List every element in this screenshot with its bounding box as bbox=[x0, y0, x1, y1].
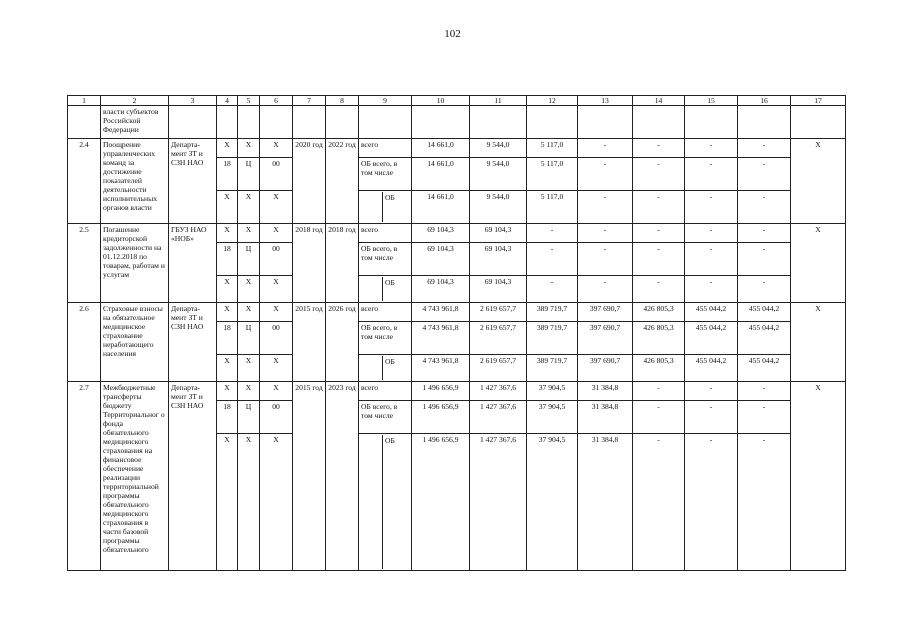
continuation-row bbox=[68, 106, 846, 139]
code-cell: X bbox=[217, 303, 238, 322]
funding-source: ОБ всего, в том числе bbox=[359, 243, 412, 276]
funding-source-split bbox=[361, 277, 409, 301]
amount-cell: - bbox=[685, 224, 738, 243]
source-label: ОБ bbox=[385, 436, 395, 445]
code-cell: 00 bbox=[260, 401, 293, 434]
amount-cell: - bbox=[633, 243, 685, 276]
empty-cell bbox=[527, 106, 578, 139]
source-indent bbox=[361, 356, 383, 380]
amount-cell: 1 427 367,6 bbox=[470, 401, 527, 434]
funding-source: всего bbox=[359, 382, 412, 401]
source-indent bbox=[361, 277, 383, 301]
amount-cell: - bbox=[578, 191, 633, 224]
amount-cell: 31 384,8 bbox=[578, 382, 633, 401]
code-cell: X bbox=[238, 382, 260, 401]
amount-cell: 37 904,5 bbox=[527, 401, 578, 434]
amount-cell: - bbox=[578, 158, 633, 191]
executor: Департа-мент ЗТ и СЗН НАО bbox=[169, 139, 217, 224]
amount-cell: - bbox=[685, 276, 738, 303]
code-cell: X bbox=[217, 355, 238, 382]
budget-table bbox=[67, 95, 846, 571]
column-header: 11 bbox=[470, 96, 527, 106]
empty-cell bbox=[578, 106, 633, 139]
code-cell: X bbox=[260, 303, 293, 322]
amount-cell: - bbox=[738, 191, 791, 224]
code-cell: X bbox=[260, 224, 293, 243]
column-header: 6 bbox=[260, 96, 293, 106]
activity-name: Погашение кредиторской задолженности на 01.12.2018 по товарам, работам и услугам bbox=[101, 224, 169, 303]
amount-cell: 69 104,3 bbox=[470, 243, 527, 276]
funding-source: всего bbox=[359, 303, 412, 322]
funding-source: ОБ всего, в том числе bbox=[359, 158, 412, 191]
column-17-value: X bbox=[791, 382, 846, 571]
column-header: 14 bbox=[633, 96, 685, 106]
amount-cell: 426 805,3 bbox=[633, 355, 685, 382]
empty-cell bbox=[238, 106, 260, 139]
column-header: 5 bbox=[238, 96, 260, 106]
amount-cell: - bbox=[685, 382, 738, 401]
empty-cell bbox=[738, 106, 791, 139]
executor: Департа-мент ЗТ и СЗН НАО bbox=[169, 303, 217, 382]
empty-cell bbox=[169, 106, 217, 139]
code-cell: 00 bbox=[260, 158, 293, 191]
executor: Департа-мент ЗТ и СЗН НАО bbox=[169, 382, 217, 571]
amount-cell: - bbox=[738, 276, 791, 303]
code-cell: Ц bbox=[238, 322, 260, 355]
code-cell: 18 bbox=[217, 322, 238, 355]
column-17-value: X bbox=[791, 139, 846, 224]
amount-cell: 37 904,5 bbox=[527, 382, 578, 401]
end-year: 2023 год bbox=[326, 382, 359, 571]
column-header: 9 bbox=[359, 96, 412, 106]
activity-name: Межбюджетные трансферты бюджету Территориальног о фонда обязательного медицинского страхования на финансовое обеспечение реализации территориальной программы обязательного медицинского страхования в части базовой программы обязательного bbox=[101, 382, 169, 571]
table-row bbox=[68, 139, 846, 158]
code-cell: 00 bbox=[260, 243, 293, 276]
column-header: 8 bbox=[326, 96, 359, 106]
activity-name: Поощрение управленческих команд за достижение показателей деятельности исполнительных органов власти bbox=[101, 139, 169, 224]
start-year: 2015 год bbox=[293, 303, 326, 382]
code-cell: X bbox=[238, 191, 260, 224]
column-17-value: X bbox=[791, 303, 846, 382]
column-header: 2 bbox=[101, 96, 169, 106]
amount-cell: 9 544,0 bbox=[470, 139, 527, 158]
column-header: 4 bbox=[217, 96, 238, 106]
amount-cell: 9 544,0 bbox=[470, 191, 527, 224]
code-cell: X bbox=[238, 355, 260, 382]
amount-cell: 69 104,3 bbox=[412, 224, 470, 243]
page-number: 102 bbox=[444, 28, 461, 40]
amount-cell: 14 661,0 bbox=[412, 191, 470, 224]
code-cell: X bbox=[260, 139, 293, 158]
amount-cell: 2 619 657,7 bbox=[470, 322, 527, 355]
code-cell: Ц bbox=[238, 158, 260, 191]
amount-cell: 397 690,7 bbox=[578, 355, 633, 382]
amount-cell: 5 117,0 bbox=[527, 191, 578, 224]
empty-cell bbox=[359, 106, 412, 139]
amount-cell: - bbox=[578, 139, 633, 158]
amount-cell: - bbox=[633, 434, 685, 571]
start-year: 2020 год bbox=[293, 139, 326, 224]
amount-cell: 455 044,2 bbox=[685, 355, 738, 382]
amount-cell: 426 805,3 bbox=[633, 322, 685, 355]
code-cell: 18 bbox=[217, 401, 238, 434]
funding-source: всего bbox=[359, 224, 412, 243]
source-label: ОБ bbox=[385, 278, 395, 287]
code-cell: X bbox=[260, 191, 293, 224]
code-cell: 00 bbox=[260, 322, 293, 355]
empty-cell bbox=[68, 106, 101, 139]
amount-cell: - bbox=[738, 382, 791, 401]
continuation-text: власти субъектов Российской Федерации bbox=[101, 106, 169, 139]
amount-cell: 9 544,0 bbox=[470, 158, 527, 191]
end-year: 2018 год bbox=[326, 224, 359, 303]
funding-source: ОБ всего, в том числе bbox=[359, 322, 412, 355]
amount-cell: - bbox=[578, 243, 633, 276]
source-label: ОБ bbox=[385, 357, 395, 366]
funding-source bbox=[359, 434, 412, 571]
table-row bbox=[68, 382, 846, 401]
amount-cell: 455 044,2 bbox=[738, 355, 791, 382]
table-row bbox=[68, 224, 846, 243]
code-cell: X bbox=[238, 434, 260, 571]
source-indent bbox=[361, 435, 383, 569]
amount-cell: 5 117,0 bbox=[527, 139, 578, 158]
amount-cell: 69 104,3 bbox=[470, 224, 527, 243]
amount-cell: 426 805,3 bbox=[633, 303, 685, 322]
funding-source: всего bbox=[359, 139, 412, 158]
amount-cell: - bbox=[578, 276, 633, 303]
table-row bbox=[68, 303, 846, 322]
empty-cell bbox=[791, 106, 846, 139]
amount-cell: 389 719,7 bbox=[527, 355, 578, 382]
amount-cell: - bbox=[738, 224, 791, 243]
amount-cell: - bbox=[633, 139, 685, 158]
code-cell: X bbox=[217, 382, 238, 401]
amount-cell: 5 117,0 bbox=[527, 158, 578, 191]
amount-cell: 389 719,7 bbox=[527, 322, 578, 355]
column-header: 16 bbox=[738, 96, 791, 106]
empty-cell bbox=[217, 106, 238, 139]
end-year: 2022 год bbox=[326, 139, 359, 224]
code-cell: X bbox=[260, 276, 293, 303]
amount-cell: 14 661,0 bbox=[412, 139, 470, 158]
column-header: 3 bbox=[169, 96, 217, 106]
executor: ГБУЗ НАО «НОБ» bbox=[169, 224, 217, 303]
funding-source bbox=[359, 191, 412, 224]
amount-cell: - bbox=[685, 434, 738, 571]
column-header: 10 bbox=[412, 96, 470, 106]
source-indent bbox=[361, 192, 383, 222]
amount-cell: 1 496 656,9 bbox=[412, 401, 470, 434]
amount-cell: - bbox=[633, 158, 685, 191]
amount-cell: - bbox=[633, 382, 685, 401]
amount-cell: - bbox=[578, 224, 633, 243]
column-header: 17 bbox=[791, 96, 846, 106]
amount-cell: 31 384,8 bbox=[578, 401, 633, 434]
empty-cell bbox=[633, 106, 685, 139]
source-label: ОБ bbox=[385, 193, 395, 202]
amount-cell: 1 496 656,9 bbox=[412, 382, 470, 401]
start-year: 2018 год bbox=[293, 224, 326, 303]
amount-cell: - bbox=[633, 224, 685, 243]
code-cell: X bbox=[238, 303, 260, 322]
amount-cell: 455 044,2 bbox=[685, 303, 738, 322]
amount-cell: 1 427 367,6 bbox=[470, 434, 527, 571]
table-body bbox=[68, 96, 846, 571]
header-row bbox=[68, 96, 846, 106]
amount-cell: 4 743 961,8 bbox=[412, 355, 470, 382]
amount-cell: 69 104,3 bbox=[470, 276, 527, 303]
funding-source bbox=[359, 355, 412, 382]
amount-cell: - bbox=[633, 401, 685, 434]
amount-cell: 1 496 656,9 bbox=[412, 434, 470, 571]
empty-cell bbox=[470, 106, 527, 139]
amount-cell: 69 104,3 bbox=[412, 276, 470, 303]
amount-cell: - bbox=[633, 276, 685, 303]
code-cell: X bbox=[260, 434, 293, 571]
amount-cell: - bbox=[738, 401, 791, 434]
amount-cell: 455 044,2 bbox=[738, 303, 791, 322]
amount-cell: - bbox=[685, 158, 738, 191]
row-number: 2.7 bbox=[68, 382, 101, 571]
column-17-value: X bbox=[791, 224, 846, 303]
code-cell: X bbox=[238, 276, 260, 303]
amount-cell: - bbox=[685, 191, 738, 224]
empty-cell bbox=[685, 106, 738, 139]
funding-source bbox=[359, 276, 412, 303]
funding-source-split bbox=[361, 192, 409, 222]
amount-cell: - bbox=[738, 434, 791, 571]
code-cell: Ц bbox=[238, 243, 260, 276]
code-cell: X bbox=[217, 139, 238, 158]
column-header: 7 bbox=[293, 96, 326, 106]
amount-cell: - bbox=[633, 191, 685, 224]
column-header: 15 bbox=[685, 96, 738, 106]
code-cell: X bbox=[260, 382, 293, 401]
amount-cell: - bbox=[738, 139, 791, 158]
code-cell: X bbox=[217, 434, 238, 571]
amount-cell: 69 104,3 bbox=[412, 243, 470, 276]
amount-cell: 455 044,2 bbox=[738, 322, 791, 355]
code-cell: Ц bbox=[238, 401, 260, 434]
column-header: 1 bbox=[68, 96, 101, 106]
amount-cell: - bbox=[685, 243, 738, 276]
code-cell: 18 bbox=[217, 158, 238, 191]
code-cell: X bbox=[260, 355, 293, 382]
amount-cell: 1 427 367,6 bbox=[470, 382, 527, 401]
start-year: 2015 год bbox=[293, 382, 326, 571]
column-header: 12 bbox=[527, 96, 578, 106]
empty-cell bbox=[412, 106, 470, 139]
funding-source: ОБ всего, в том числе bbox=[359, 401, 412, 434]
empty-cell bbox=[326, 106, 359, 139]
amount-cell: 37 904,5 bbox=[527, 434, 578, 571]
code-cell: X bbox=[238, 224, 260, 243]
amount-cell: 455 044,2 bbox=[685, 322, 738, 355]
amount-cell: - bbox=[738, 243, 791, 276]
amount-cell: 397 690,7 bbox=[578, 322, 633, 355]
empty-cell bbox=[260, 106, 293, 139]
code-cell: X bbox=[238, 139, 260, 158]
amount-cell: 2 619 657,7 bbox=[470, 303, 527, 322]
funding-source-split bbox=[361, 435, 409, 569]
amount-cell: 2 619 657,7 bbox=[470, 355, 527, 382]
amount-cell: 14 661,0 bbox=[412, 158, 470, 191]
code-cell: X bbox=[217, 276, 238, 303]
amount-cell: 4 743 961,8 bbox=[412, 303, 470, 322]
row-number: 2.5 bbox=[68, 224, 101, 303]
funding-source-split bbox=[361, 356, 409, 380]
amount-cell: 31 384,8 bbox=[578, 434, 633, 571]
amount-cell: 389 719,7 bbox=[527, 303, 578, 322]
code-cell: 18 bbox=[217, 243, 238, 276]
amount-cell: - bbox=[527, 276, 578, 303]
activity-name: Страховые взносы на обязательное медицинское страхование неработающего населения bbox=[101, 303, 169, 382]
amount-cell: - bbox=[685, 401, 738, 434]
amount-cell: - bbox=[738, 158, 791, 191]
code-cell: X bbox=[217, 224, 238, 243]
empty-cell bbox=[293, 106, 326, 139]
row-number: 2.6 bbox=[68, 303, 101, 382]
amount-cell: - bbox=[527, 243, 578, 276]
amount-cell: 397 690,7 bbox=[578, 303, 633, 322]
row-number: 2.4 bbox=[68, 139, 101, 224]
column-header: 13 bbox=[578, 96, 633, 106]
amount-cell: - bbox=[527, 224, 578, 243]
code-cell: X bbox=[217, 191, 238, 224]
amount-cell: - bbox=[685, 139, 738, 158]
amount-cell: 4 743 961,8 bbox=[412, 322, 470, 355]
end-year: 2026 год bbox=[326, 303, 359, 382]
